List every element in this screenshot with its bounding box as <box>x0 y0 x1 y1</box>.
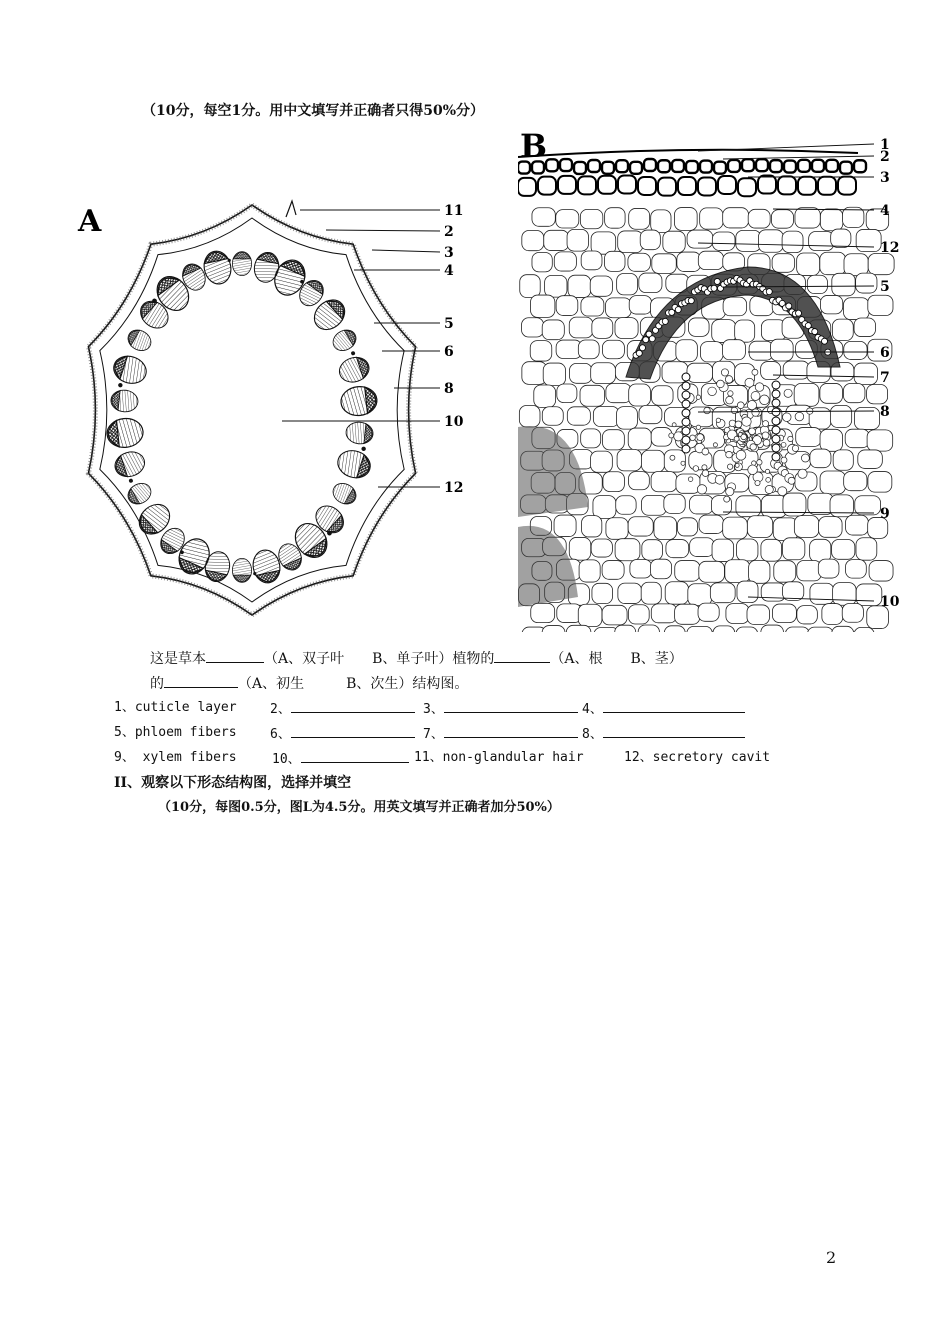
answer-blank-4[interactable] <box>603 698 745 713</box>
header-note: （10分，每空1分。用中文填写并正确者只得50%分） <box>142 103 485 119</box>
answer-blank-2[interactable] <box>291 698 415 713</box>
section-2-note: （10分，每图0.5分，图L为4.5分。用英文填写并正确者加分50%） <box>158 800 560 815</box>
question-text-1c: （A、根 B、茎） <box>550 651 683 667</box>
figure-a-label: 12 <box>444 480 464 496</box>
figure-b-label: 2 <box>880 149 890 165</box>
figure-a-label: 4 <box>444 263 454 279</box>
leader-line <box>326 230 440 231</box>
answer-blank-8[interactable] <box>603 723 745 738</box>
item-9: 9、 xylem fibers <box>114 750 237 765</box>
figure-b-label: 10 <box>880 594 900 610</box>
figure-a-label: 2 <box>444 224 454 240</box>
figure-a-letter: A <box>78 204 102 239</box>
figure-a-label: 5 <box>444 316 454 332</box>
figure-b-letter: B <box>520 127 548 165</box>
vascular-bundle <box>334 348 372 386</box>
item-12: 12、secretory cavit <box>624 750 771 765</box>
answer-blank-3[interactable] <box>444 698 578 713</box>
figure-a-label: 3 <box>444 245 454 261</box>
figure-b-label: 5 <box>880 279 890 295</box>
answer-blank-10[interactable] <box>301 748 409 763</box>
question-text-2a: 的 <box>150 676 164 692</box>
figure-a-label: 8 <box>444 381 454 397</box>
figure-b-tissue-detail <box>518 127 914 632</box>
question-text-1a: 这是草本 <box>150 651 206 667</box>
figure-b-label: 4 <box>880 203 890 219</box>
figure-b-label: 12 <box>880 240 900 256</box>
page-number: 2 <box>826 1248 837 1267</box>
answer-blank-7[interactable] <box>444 723 578 738</box>
vascular-bundle <box>345 421 374 445</box>
item-3: 3、 <box>423 698 578 720</box>
figure-a-stem-cross-section <box>72 195 482 620</box>
answer-blank-6[interactable] <box>291 723 415 738</box>
question-text-2b: （A、初生 B、次生）结构图。 <box>238 676 469 692</box>
vascular-bundle <box>340 385 379 417</box>
answer-blank-organ[interactable] <box>494 648 550 663</box>
question-line-2 <box>150 673 468 694</box>
vascular-bundle <box>329 479 359 508</box>
answer-blank-structure[interactable] <box>164 673 238 688</box>
vascular-bundle <box>250 548 283 586</box>
question-line-1 <box>150 648 683 669</box>
vascular-bundle <box>201 249 234 287</box>
item-11: 11、non-glandular hair <box>414 750 584 765</box>
item-1: 1、cuticle layer <box>114 700 237 715</box>
figure-b-label: 1 <box>880 137 890 153</box>
figure-a-label: 10 <box>444 414 464 430</box>
vascular-bundle <box>106 417 145 449</box>
leader-line <box>372 250 440 252</box>
item-7: 7、 <box>423 723 578 745</box>
figure-b-label: 7 <box>880 370 890 386</box>
item-4: 4、 <box>582 698 745 720</box>
vascular-bundle <box>329 326 359 355</box>
question-text-1b: （A、双子叶 B、单子叶）植物的 <box>264 651 495 667</box>
figure-a-label: 6 <box>444 344 454 360</box>
figure-b-label: 8 <box>880 404 890 420</box>
vascular-bundle <box>112 448 150 486</box>
item-6: 6、 <box>270 723 415 745</box>
item-5: 5、phloem fibers <box>114 725 237 740</box>
answer-blank-type[interactable] <box>206 648 264 663</box>
vascular-bundle <box>110 389 139 413</box>
figure-b-label: 6 <box>880 345 890 361</box>
figure-a-label: 11 <box>444 203 464 219</box>
item-10: 10、 <box>272 748 409 770</box>
figure-b-label: 9 <box>880 506 890 522</box>
vascular-bundle <box>108 352 150 394</box>
vascular-bundle <box>334 440 376 482</box>
section-2-title: II、观察以下形态结构图，选择并填空 <box>114 775 352 791</box>
item-2: 2、 <box>270 698 415 720</box>
figure-a-vascular-bundles <box>106 249 379 586</box>
item-8: 8、 <box>582 723 745 745</box>
figure-b-label: 3 <box>880 170 890 186</box>
vascular-bundle <box>124 326 154 355</box>
